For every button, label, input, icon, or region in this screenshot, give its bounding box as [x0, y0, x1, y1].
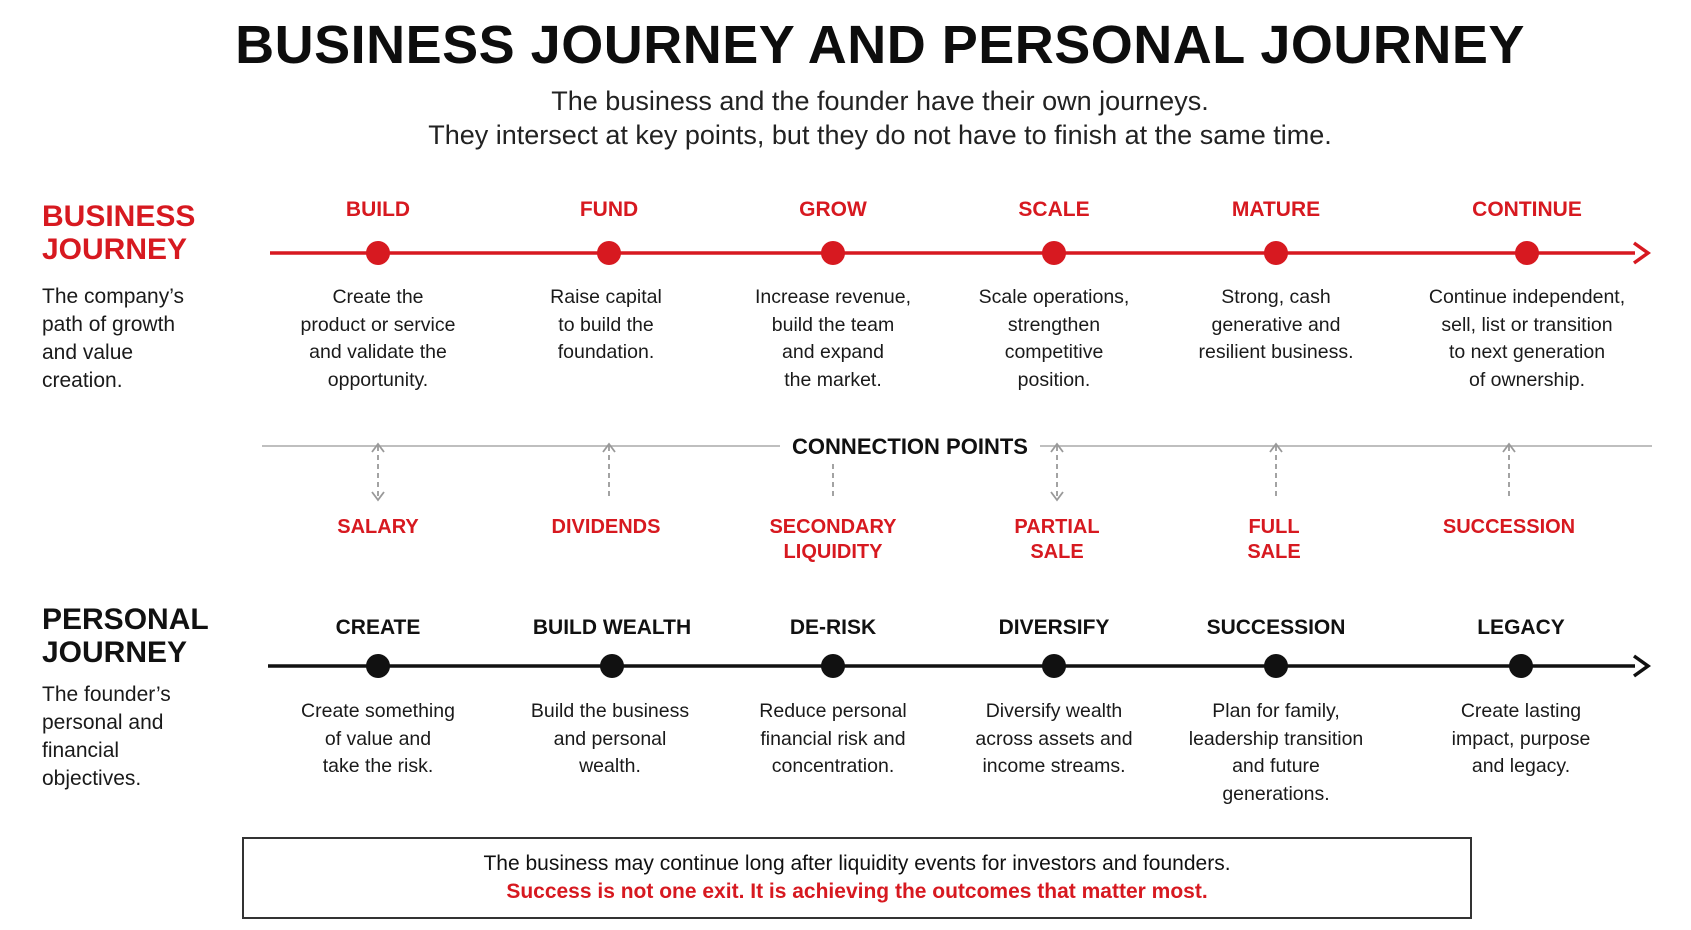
personal-description-line: financial	[42, 739, 120, 762]
business-description-line: and value	[42, 341, 134, 364]
business-stage-description: Scale operations, strengthen competitive position.	[978, 286, 1130, 391]
footer-line-1: The business may continue long after liquidity events for investors and founders.	[483, 852, 1231, 875]
business-stage-label: GROW	[799, 198, 867, 221]
personal-description-line: The founder’s	[42, 683, 171, 706]
business-stage-dot	[1264, 241, 1288, 265]
business-heading-line: BUSINESS	[42, 200, 196, 233]
business-stage-dot	[821, 241, 845, 265]
personal-stage-description: Create lasting impact, purpose and legacy.	[1451, 700, 1591, 777]
business-stage-description: Increase revenue, build the team and expand the market.	[754, 286, 912, 391]
personal-description-line: personal and	[42, 711, 164, 734]
personal-stage-description: Reduce personal financial risk and concentration.	[759, 700, 907, 777]
personal-stage-label: SUCCESSION	[1206, 616, 1346, 639]
connection-point-label: PARTIAL SALE	[1014, 516, 1100, 563]
personal-stage-description: Create something of value and take the risk.	[301, 700, 455, 777]
business-stage-dot	[1042, 241, 1066, 265]
personal-stage-description: Build the business and personal wealth.	[530, 700, 690, 777]
business-timeline-arrowhead	[1634, 243, 1648, 263]
personal-stage-description: Diversify wealth across assets and income streams.	[975, 700, 1133, 777]
business-description-line: path of growth	[42, 313, 176, 336]
business-stage-label: SCALE	[1018, 198, 1090, 221]
connection-point-label: SUCCESSION	[1442, 516, 1576, 538]
business-heading-line: JOURNEY	[42, 233, 188, 266]
business-stage-description: Create the product or service and validate the opportunity.	[300, 286, 456, 391]
personal-heading-line: JOURNEY	[42, 636, 188, 669]
connection-point-label: SECONDARY LIQUIDITY	[769, 516, 897, 563]
business-stage-label: FUND	[579, 198, 639, 221]
personal-stage-dot	[366, 654, 390, 678]
personal-stage-dot	[1264, 654, 1288, 678]
personal-stage-label: DE-RISK	[789, 616, 877, 639]
personal-stage-label: BUILD WEALTH	[532, 616, 692, 639]
connection-point-label: DIVIDENDS	[551, 516, 661, 538]
personal-stage-dot	[600, 654, 624, 678]
business-stage-label: MATURE	[1231, 198, 1321, 221]
business-stage-label: BUILD	[345, 198, 411, 221]
business-stage-description: Raise capital to build the foundation.	[550, 286, 662, 363]
business-description-line: The company’s	[42, 285, 185, 308]
personal-stage-dot	[821, 654, 845, 678]
business-stage-dot	[1515, 241, 1539, 265]
personal-stage-label: CREATE	[335, 616, 421, 639]
subtitle-line-2: They intersect at key points, but they do not have to finish at the same time.	[428, 120, 1332, 150]
subtitle-line-1: The business and the founder have their own journeys.	[551, 86, 1209, 116]
personal-stage-dot	[1509, 654, 1533, 678]
footer-note-box	[242, 837, 1472, 919]
business-stage-description: Continue independent, sell, list or transition to next generation of ownership.	[1428, 286, 1626, 391]
footer-line-2: Success is not one exit. It is achieving the outcomes that matter most.	[506, 880, 1208, 903]
business-stage-dot	[597, 241, 621, 265]
page-title: BUSINESS JOURNEY AND PERSONAL JOURNEY	[235, 15, 1525, 75]
personal-heading-line: PERSONAL	[42, 603, 209, 636]
personal-timeline-arrowhead	[1634, 656, 1648, 676]
connection-points-title: CONNECTION POINTS	[780, 434, 1040, 460]
personal-stage-label: LEGACY	[1477, 616, 1565, 639]
personal-stage-label: DIVERSIFY	[998, 616, 1110, 639]
business-stage-dot	[366, 241, 390, 265]
connection-point-label: SALARY	[337, 516, 419, 538]
connection-point-label: FULL SALE	[1247, 516, 1301, 563]
personal-stage-dot	[1042, 654, 1066, 678]
personal-stage-description: Plan for family, leadership transition and future generations.	[1188, 700, 1364, 805]
business-stage-description: Strong, cash generative and resilient business.	[1198, 286, 1354, 363]
personal-description-line: objectives.	[42, 767, 142, 790]
business-description-line: creation.	[42, 369, 123, 392]
business-stage-label: CONTINUE	[1472, 198, 1582, 221]
